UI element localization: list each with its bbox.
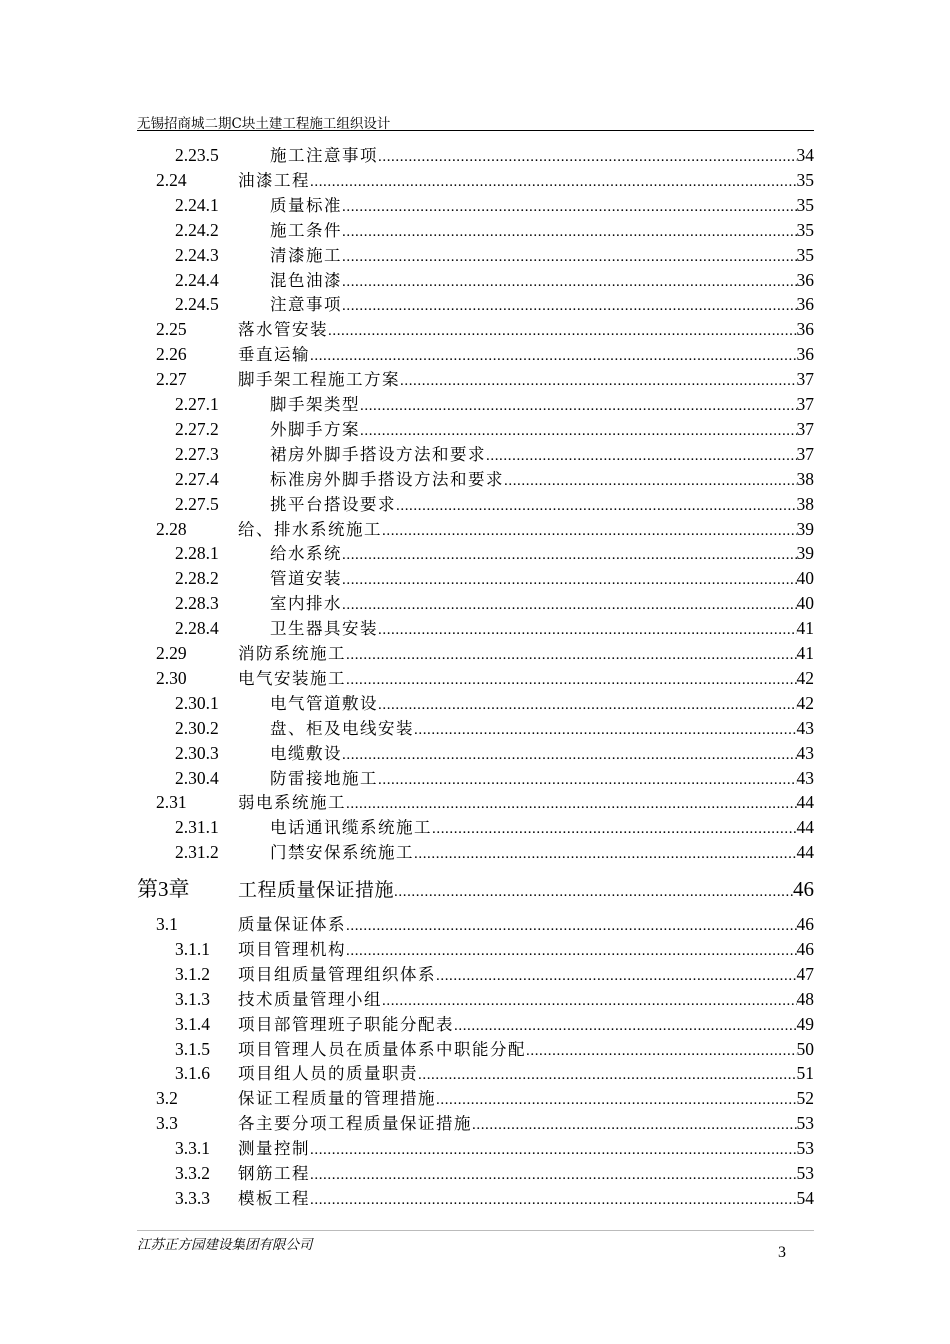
toc-dot-leader — [342, 195, 797, 219]
toc-entry-number: 2.27.1 — [175, 394, 219, 414]
toc-entry-title: 电气安装施工 — [238, 668, 346, 688]
toc-entry[interactable] — [0, 616, 950, 640]
toc-entry-number: 3.3.1 — [175, 1138, 210, 1159]
toc-dot-leader — [360, 419, 797, 443]
toc-dot-leader — [396, 494, 797, 518]
toc-dot-leader — [310, 1188, 797, 1212]
toc-entry-page: 44 — [796, 792, 814, 813]
toc-entry-number: 2.24.4 — [175, 269, 219, 290]
toc-entry-title: 项目组质量管理组织体系 — [238, 964, 436, 984]
toc-entry-page: 35 — [796, 169, 814, 190]
running-header-title: 无锡招商城二期C块土建工程施工组织设计 — [137, 116, 391, 132]
toc-entry[interactable] — [0, 541, 950, 565]
toc-dot-leader — [346, 643, 797, 667]
toc-entry[interactable] — [0, 840, 950, 864]
toc-entry-title: 钢筋工程 — [238, 1164, 310, 1183]
toc-entry-page: 36 — [796, 319, 814, 340]
toc-entry[interactable] — [0, 143, 950, 167]
toc-dot-leader — [342, 220, 797, 244]
toc-entry[interactable] — [0, 1161, 950, 1185]
toc-entry-title: 模板工程 — [238, 1188, 310, 1208]
toc-entry[interactable] — [0, 392, 950, 416]
toc-dot-leader — [342, 270, 797, 294]
toc-entry-number: 2.27.4 — [175, 468, 219, 489]
toc-dot-leader — [346, 939, 797, 963]
toc-entry-title: 质量保证体系 — [238, 915, 346, 934]
toc-entry-title: 室内排水 — [270, 594, 342, 614]
toc-entry-title: 门禁安保系统施工 — [270, 843, 414, 863]
toc-entry-title: 质量标准 — [270, 195, 342, 215]
toc-dot-leader — [526, 1039, 797, 1063]
toc-entry[interactable] — [0, 417, 950, 441]
toc-dot-leader — [378, 145, 797, 169]
toc-entry-page: 44 — [796, 842, 814, 863]
toc-entry-page: 43 — [796, 742, 814, 763]
toc-dot-leader — [418, 1063, 797, 1087]
toc-entry-title: 电气管道敷设 — [270, 693, 378, 713]
toc-dot-leader — [378, 693, 797, 717]
toc-entry-number: 2.30.3 — [175, 742, 219, 763]
toc-entry-page: 39 — [796, 543, 814, 564]
toc-entry-number: 3.1.6 — [175, 1063, 210, 1084]
toc-entry-title: 施工条件 — [270, 220, 342, 240]
footer-rule — [137, 1230, 814, 1231]
toc-entry-title: 工程质量保证措施 — [238, 879, 395, 902]
toc-entry[interactable] — [0, 987, 950, 1011]
toc-entry-page: 37 — [796, 443, 814, 464]
toc-entry[interactable] — [0, 937, 950, 961]
toc-entry-page: 34 — [796, 145, 814, 165]
toc-dot-leader — [382, 989, 797, 1013]
toc-entry-title: 电缆敷设 — [270, 743, 342, 763]
toc-entry-title: 给、排水系统施工 — [238, 519, 382, 539]
toc-entry-page: 48 — [796, 988, 814, 1009]
toc-chapter-entry[interactable] — [0, 875, 950, 902]
toc-entry-number: 2.31.1 — [175, 817, 219, 838]
toc-entry[interactable] — [0, 492, 950, 516]
toc-dot-leader — [328, 319, 797, 343]
toc-entry-page: 37 — [796, 369, 814, 390]
toc-entry[interactable] — [0, 1012, 950, 1036]
toc-entry[interactable] — [0, 193, 950, 217]
toc-dot-leader — [394, 878, 793, 906]
toc-entry-number: 2.28.2 — [175, 568, 219, 589]
toc-entry[interactable] — [0, 815, 950, 839]
toc-entry-page: 49 — [796, 1013, 814, 1034]
toc-entry-number: 2.24.3 — [175, 244, 219, 265]
toc-entry-title: 技术质量管理小组 — [238, 989, 382, 1009]
toc-entry-title: 电话通讯缆系统施工 — [270, 818, 432, 838]
toc-dot-leader — [414, 842, 797, 866]
toc-entry-number: 3.3.2 — [175, 1163, 210, 1183]
toc-entry-page: 37 — [796, 418, 814, 439]
toc-entry-number: 2.27.5 — [175, 493, 219, 514]
toc-dot-leader — [346, 668, 797, 692]
toc-dot-leader — [342, 568, 797, 592]
toc-entry-page: 36 — [796, 269, 814, 290]
toc-dot-leader — [342, 743, 797, 767]
toc-entry-page: 38 — [796, 493, 814, 514]
toc-dot-leader — [400, 369, 797, 393]
toc-entry-number: 2.28 — [156, 518, 187, 539]
toc-entry-page: 53 — [796, 1138, 814, 1159]
toc-entry[interactable] — [0, 691, 950, 715]
toc-entry-number: 2.24 — [156, 169, 187, 190]
toc-entry[interactable] — [0, 962, 950, 986]
toc-dot-leader — [436, 964, 797, 988]
toc-dot-leader — [472, 1113, 797, 1137]
toc-dot-leader — [342, 245, 797, 269]
toc-entry-title: 挑平台搭设要求 — [270, 494, 396, 514]
toc-dot-leader — [454, 1014, 797, 1038]
toc-entry[interactable] — [0, 1136, 950, 1160]
toc-dot-leader — [310, 1163, 797, 1187]
toc-entry-page: 42 — [796, 692, 814, 713]
toc-dot-leader — [342, 543, 797, 567]
toc-entry-number: 2.28.1 — [175, 543, 219, 564]
toc-entry-title: 裙房外脚手搭设方法和要求 — [270, 444, 486, 464]
toc-entry-number: 2.27.2 — [175, 418, 219, 439]
toc-entry-number: 3.2 — [156, 1088, 178, 1109]
toc-entry[interactable] — [0, 666, 950, 690]
toc-entry-title: 油漆工程 — [238, 170, 310, 190]
toc-entry-number: 2.31.2 — [175, 842, 219, 863]
toc-dot-leader — [342, 593, 797, 617]
toc-entry-title: 防雷接地施工 — [270, 768, 378, 788]
toc-entry[interactable] — [0, 912, 950, 936]
toc-entry-title: 落水管安装 — [238, 320, 328, 340]
toc-entry-page: 53 — [796, 1113, 814, 1134]
toc-entry-title: 施工注意事项 — [270, 146, 378, 165]
toc-dot-leader — [342, 294, 797, 318]
toc-entry-page: 41 — [796, 618, 814, 639]
toc-entry-title: 垂直运输 — [238, 345, 310, 365]
toc-entry[interactable] — [0, 517, 950, 541]
toc-entry-number: 2.23.5 — [175, 145, 219, 165]
toc-entry-page: 50 — [796, 1038, 814, 1059]
toc-entry-page: 35 — [796, 244, 814, 265]
toc-entry-page: 36 — [796, 294, 814, 315]
toc-entry-number: 2.31 — [156, 792, 187, 813]
toc-entry-title: 项目管理人员在质量体系中职能分配 — [238, 1039, 526, 1059]
toc-dot-leader — [436, 1088, 797, 1112]
toc-entry-page: 46 — [796, 938, 814, 959]
toc-entry-page: 43 — [796, 717, 814, 738]
toc-entry-title: 保证工程质量的管理措施 — [238, 1089, 436, 1109]
toc-entry-page: 54 — [796, 1187, 814, 1208]
toc-dot-leader — [310, 170, 797, 194]
toc-entry-title: 注意事项 — [270, 295, 342, 315]
toc-entry[interactable] — [0, 790, 950, 814]
toc-entry-number: 3.3 — [156, 1113, 178, 1134]
toc-entry-number: 3.1.1 — [175, 938, 210, 959]
toc-entry-page: 46 — [793, 877, 814, 902]
toc-entry[interactable] — [0, 268, 950, 292]
toc-entry-page: 35 — [796, 219, 814, 240]
toc-entry-number: 2.24.2 — [175, 219, 219, 240]
toc-entry-number: 2.27.3 — [175, 443, 219, 464]
toc-entry-page: 37 — [796, 394, 814, 414]
toc-dot-leader — [432, 817, 797, 841]
toc-entry-title: 外脚手方案 — [270, 419, 360, 439]
toc-entry[interactable] — [0, 168, 950, 192]
toc-entry-page: 46 — [796, 914, 814, 934]
toc-entry-title: 测量控制 — [238, 1139, 310, 1159]
toc-entry-number: 3.1 — [156, 914, 178, 934]
toc-entry-page: 47 — [796, 963, 814, 984]
toc-entry-page: 38 — [796, 468, 814, 489]
toc-entry[interactable] — [0, 741, 950, 765]
toc-entry[interactable] — [0, 1111, 950, 1135]
toc-entry[interactable] — [0, 1061, 950, 1085]
toc-entry-title: 消防系统施工 — [238, 644, 346, 663]
toc-entry[interactable] — [0, 243, 950, 267]
toc-entry[interactable] — [0, 766, 950, 790]
toc-entry-page: 44 — [796, 817, 814, 838]
toc-entry-title: 管道安装 — [270, 569, 342, 589]
toc-entry-number: 第3章 — [137, 877, 190, 902]
toc-entry-number: 3.1.3 — [175, 988, 210, 1009]
toc-dot-leader — [310, 344, 797, 368]
toc-entry[interactable] — [0, 591, 950, 615]
toc-dot-leader — [486, 444, 797, 468]
toc-entry-title: 混色油漆 — [270, 270, 342, 290]
footer-company-name: 江苏正方园建设集团有限公司 — [137, 1237, 313, 1253]
toc-entry-title: 各主要分项工程质量保证措施 — [238, 1114, 472, 1134]
toc-entry[interactable] — [0, 317, 950, 341]
toc-entry-page: 42 — [796, 667, 814, 688]
toc-entry-page: 40 — [796, 593, 814, 614]
toc-entry-page: 39 — [796, 518, 814, 539]
toc-entry-page: 53 — [796, 1163, 814, 1183]
toc-entry-number: 3.3.3 — [175, 1187, 210, 1208]
toc-entry[interactable] — [0, 1086, 950, 1110]
toc-dot-leader — [414, 718, 797, 742]
toc-entry-title: 脚手架类型 — [270, 395, 360, 414]
toc-dot-leader — [378, 618, 797, 642]
toc-entry-number: 2.28.3 — [175, 593, 219, 614]
toc-dot-leader — [346, 914, 797, 938]
toc-entry-title: 盘、柜及电线安装 — [270, 718, 414, 738]
toc-entry-number: 2.30 — [156, 667, 187, 688]
toc-entry[interactable] — [0, 292, 950, 316]
toc-entry-title: 弱电系统施工 — [238, 793, 346, 813]
toc-entry-page: 41 — [796, 643, 814, 663]
toc-entry[interactable] — [0, 218, 950, 242]
toc-entry-page: 52 — [796, 1088, 814, 1109]
toc-dot-leader — [360, 394, 797, 418]
toc-entry-number: 2.28.4 — [175, 618, 219, 639]
toc-entry-page: 36 — [796, 344, 814, 365]
toc-entry[interactable] — [0, 342, 950, 366]
toc-entry-number: 3.1.5 — [175, 1038, 210, 1059]
toc-entry-number: 2.24.5 — [175, 294, 219, 315]
toc-entry-title: 项目管理机构 — [238, 939, 346, 959]
toc-entry-page: 51 — [796, 1063, 814, 1084]
toc-dot-leader — [378, 768, 797, 792]
toc-entry-number: 3.1.2 — [175, 963, 210, 984]
toc-entry[interactable] — [0, 442, 950, 466]
toc-entry-title: 脚手架工程施工方案 — [238, 370, 400, 390]
toc-entry[interactable] — [0, 716, 950, 740]
toc-entry-title: 项目部管理班子职能分配表 — [238, 1014, 454, 1034]
toc-entry-title: 清漆施工 — [270, 245, 342, 265]
toc-entry[interactable] — [0, 367, 950, 391]
toc-dot-leader — [310, 1138, 797, 1162]
toc-entry-number: 2.30.2 — [175, 717, 219, 738]
toc-entry-page: 40 — [796, 568, 814, 589]
toc-entry-title: 标准房外脚手搭设方法和要求 — [270, 469, 504, 489]
toc-entry[interactable] — [0, 566, 950, 590]
toc-dot-leader — [504, 469, 797, 493]
header-rule — [137, 130, 814, 131]
toc-entry-title: 给水系统 — [270, 544, 342, 564]
toc-dot-leader — [346, 792, 797, 816]
toc-dot-leader — [382, 519, 797, 543]
toc-entry[interactable] — [0, 641, 950, 665]
toc-entry-page: 43 — [796, 767, 814, 788]
toc-entry-number: 2.30.1 — [175, 692, 219, 713]
toc-entry-page: 35 — [796, 194, 814, 215]
toc-entry[interactable] — [0, 467, 950, 491]
page-number: 3 — [778, 1244, 786, 1261]
toc-entry-number: 2.29 — [156, 643, 187, 663]
toc-entry-number: 2.27 — [156, 369, 187, 390]
toc-entry-number: 2.26 — [156, 344, 187, 365]
toc-entry-number: 2.24.1 — [175, 194, 219, 215]
toc-entry-number: 2.25 — [156, 319, 187, 340]
toc-entry-title: 卫生器具安装 — [270, 619, 378, 639]
toc-entry-number: 3.1.4 — [175, 1013, 210, 1034]
toc-entry-title: 项目组人员的质量职责 — [238, 1064, 418, 1084]
toc-entry[interactable] — [0, 1186, 950, 1210]
toc-entry[interactable] — [0, 1037, 950, 1061]
toc-entry-number: 2.30.4 — [175, 767, 219, 788]
